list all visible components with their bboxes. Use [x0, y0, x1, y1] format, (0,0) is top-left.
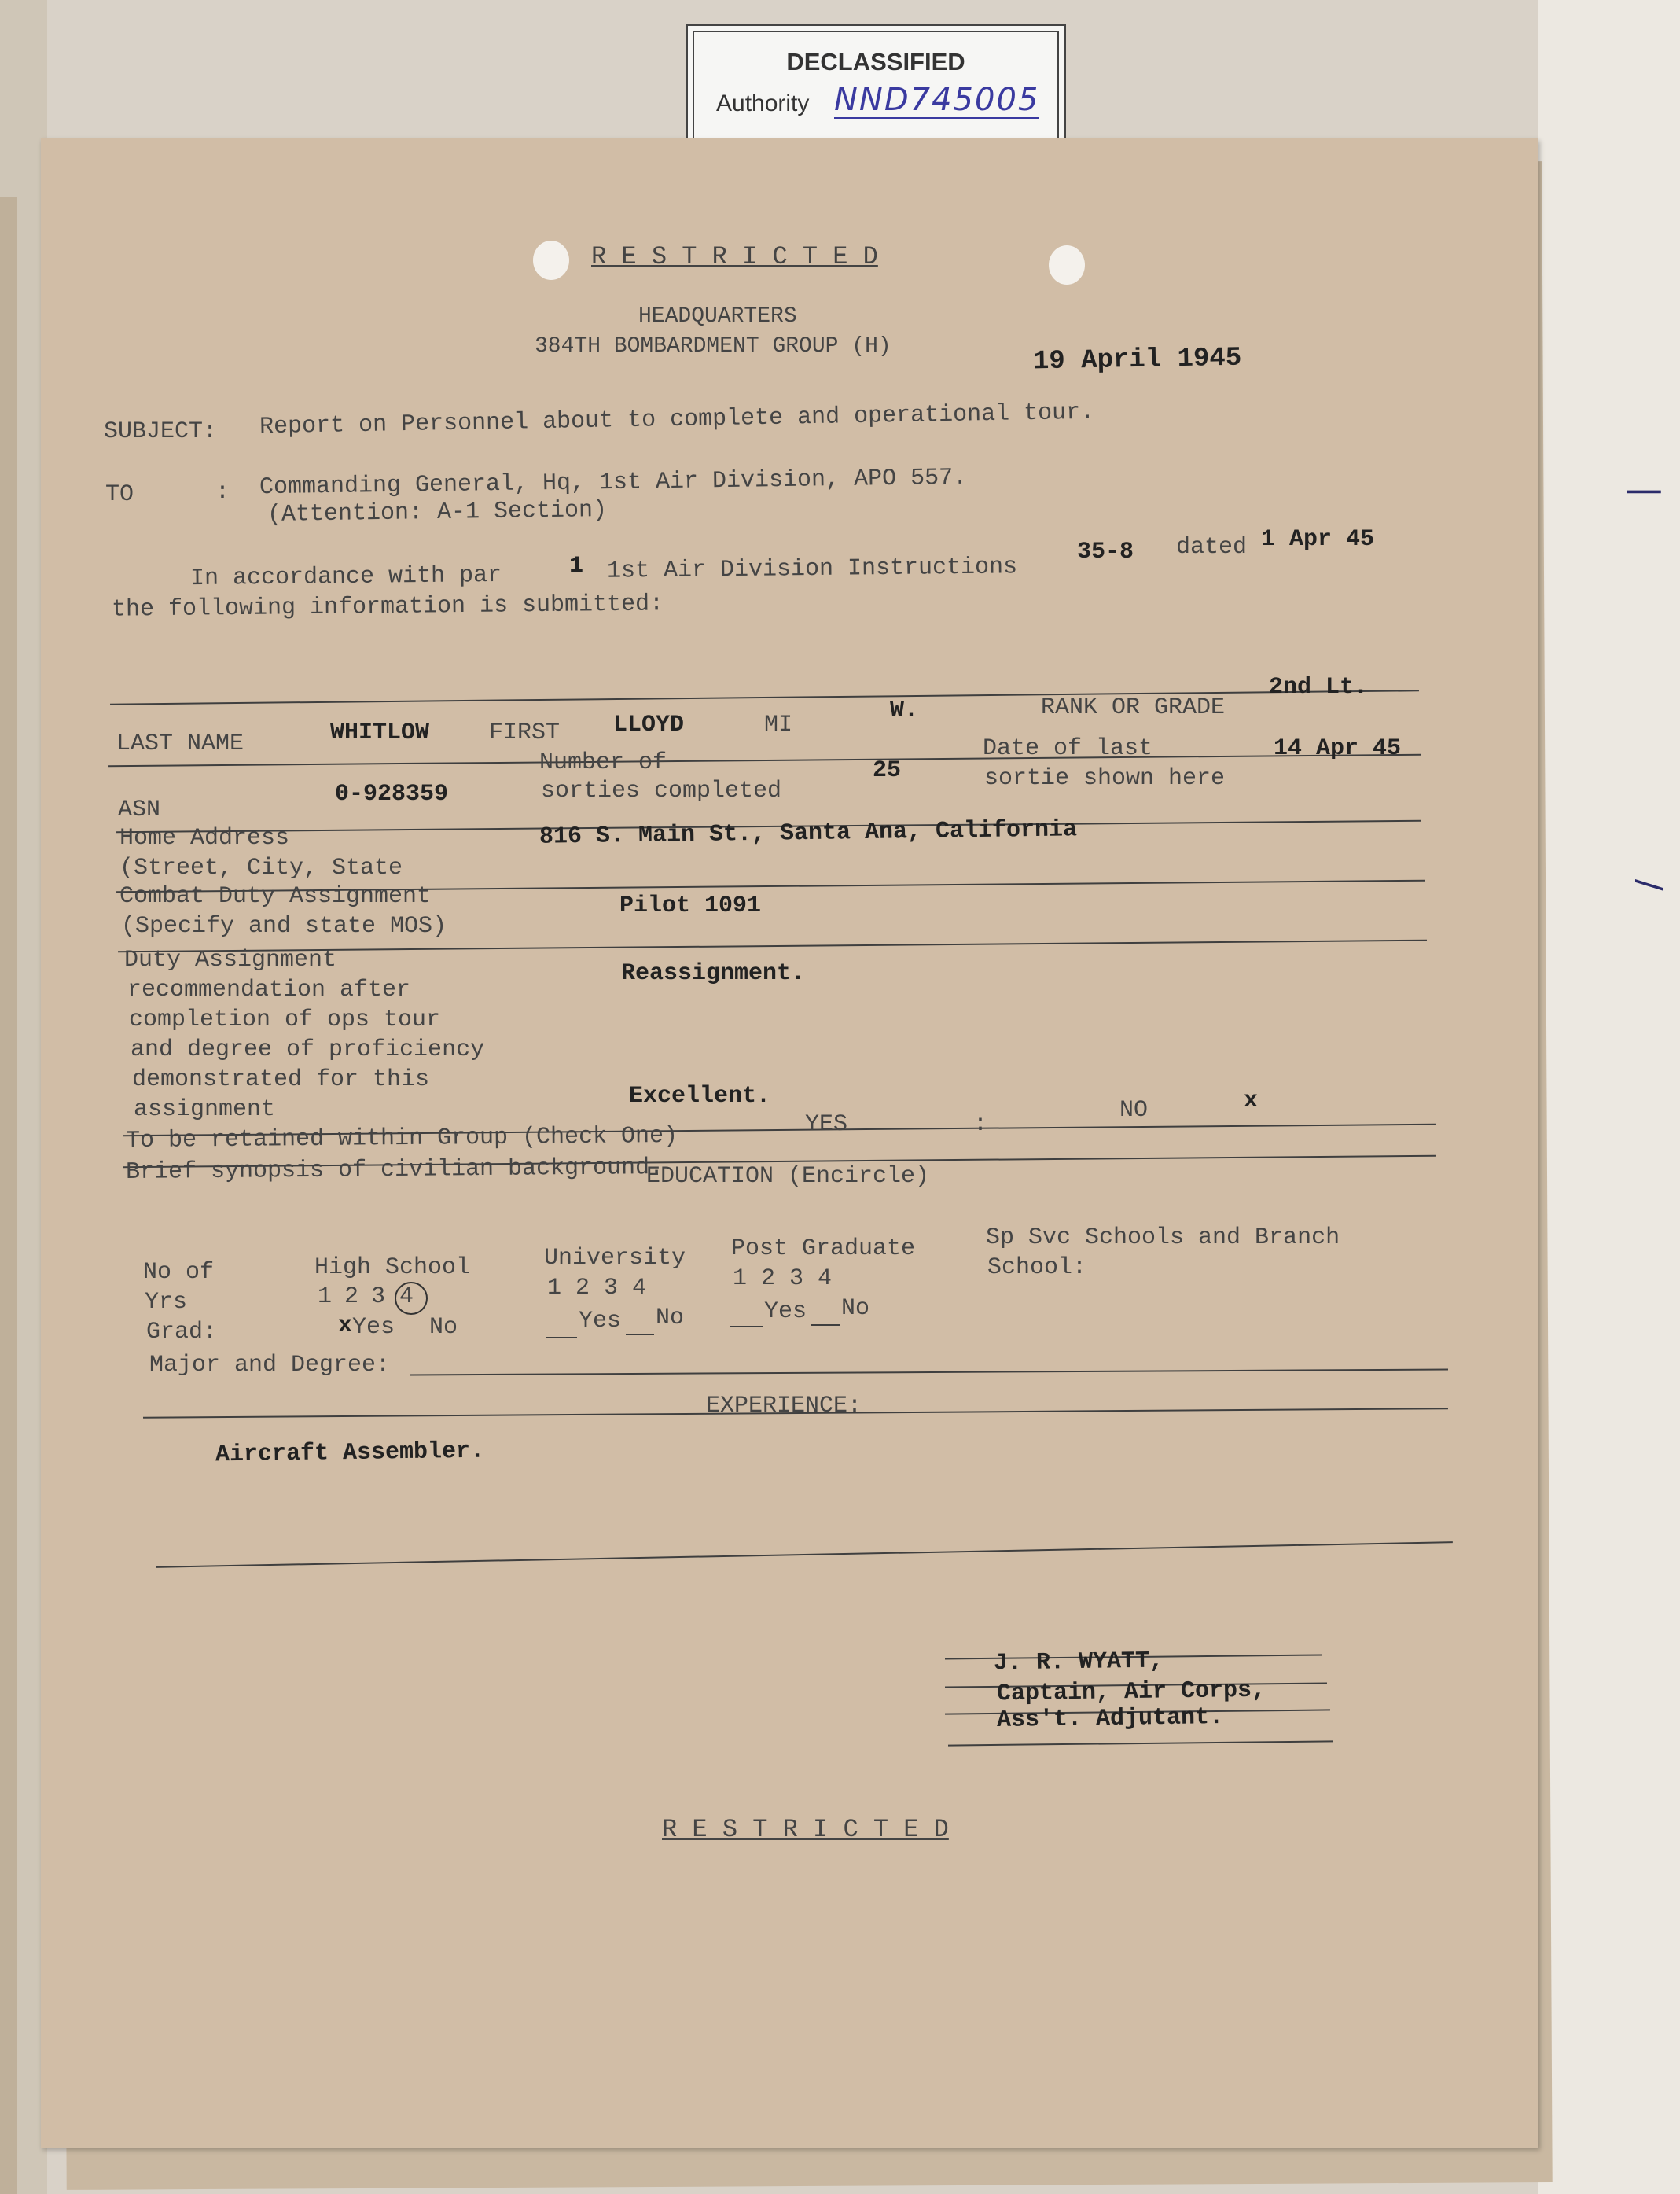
- year-option: 4: [632, 1275, 647, 1301]
- last-sortie-date: 14 Apr 45: [1274, 735, 1402, 762]
- to-line-1: Commanding General, Hq, 1st Air Division, APO 557.: [259, 464, 968, 502]
- sorties-value: 25: [873, 757, 902, 784]
- stamp-authority-code: NND745005: [834, 82, 1040, 118]
- duty-recommendation-value: Reassignment.: [621, 960, 806, 987]
- year-option: 1: [318, 1283, 333, 1310]
- sorties-label-1: Number of: [539, 749, 667, 776]
- high-school-grad-no: No: [429, 1314, 458, 1341]
- year-option: 4: [818, 1265, 833, 1292]
- classification-header: R E S T R I C T E D: [591, 242, 878, 271]
- punch-hole-left: [533, 241, 569, 280]
- background-left-sheet: [0, 197, 17, 2194]
- duty-recommendation-label: [124, 945, 485, 1125]
- home-address-value: 816 S. Main St., Santa Ana, California: [539, 816, 1078, 851]
- high-school-label: High School: [314, 1254, 471, 1281]
- high-school-grad-mark: x: [338, 1312, 353, 1339]
- intro-text-1: In accordance with par: [189, 561, 502, 593]
- experience-value: Aircraft Assembler.: [215, 1438, 485, 1469]
- major-degree-label: Major and Degree:: [149, 1352, 391, 1379]
- last-sortie-label-1: Date of last: [983, 735, 1153, 762]
- duty-rec-line: recommendation after: [127, 977, 411, 1003]
- high-school-grad-yes: Yes: [352, 1314, 395, 1341]
- declassified-stamp: [686, 24, 1066, 148]
- year-option: 2: [344, 1283, 359, 1310]
- university-grad-no: No: [656, 1305, 685, 1331]
- middle-initial-value: W.: [890, 698, 919, 724]
- education-no-of: No of: [143, 1259, 215, 1286]
- first-name-value: LLOYD: [613, 712, 685, 738]
- last-sortie-label-2: sortie shown here: [984, 765, 1226, 792]
- year-option: 3: [371, 1283, 386, 1310]
- university-grad-no-blank: [626, 1334, 654, 1335]
- year-option: 2: [761, 1265, 776, 1292]
- intro-instruction-number: 35-8: [1077, 539, 1134, 565]
- retain-separator: :: [973, 1111, 988, 1138]
- signature-title: Ass't. Adjutant.: [996, 1703, 1224, 1735]
- asn-label: ASN: [118, 797, 161, 823]
- to-label: TO: [105, 481, 134, 508]
- post-graduate-grad-no-blank: [811, 1324, 840, 1326]
- signature-rank: Captain, Air Corps,: [996, 1677, 1266, 1708]
- document-page: [41, 138, 1538, 2148]
- document-date: 19 April 1945: [1032, 343, 1242, 377]
- to-line-2: (Attention: A-1 Section): [267, 496, 608, 529]
- duty-rec-line: assignment: [134, 1096, 276, 1123]
- last-name-label: LAST NAME: [116, 731, 244, 757]
- classification-footer: R E S T R I C T E D: [662, 1815, 949, 1844]
- post-graduate-grad-yes-blank: [730, 1326, 763, 1327]
- sorties-label-2: sorties completed: [541, 778, 782, 804]
- duty-rec-line: demonstrated for this: [132, 1066, 430, 1093]
- intro-par-number: 1: [569, 553, 584, 580]
- duty-rec-line: Duty Assignment: [124, 947, 337, 974]
- asn-value: 0-928359: [335, 781, 449, 808]
- post-graduate-label: Post Graduate: [731, 1235, 916, 1262]
- margin-handwriting: /: [1628, 879, 1669, 891]
- retain-no: NO: [1119, 1097, 1149, 1124]
- last-name-value: WHITLOW: [330, 720, 430, 746]
- background-right: [1538, 0, 1680, 2194]
- year-option: 3: [789, 1265, 804, 1292]
- signature-name: J. R. WYATT,: [993, 1647, 1164, 1677]
- post-graduate-grad-yes: Yes: [764, 1298, 807, 1325]
- university-grad-yes: Yes: [579, 1308, 622, 1334]
- org-line-1: HEADQUARTERS: [638, 304, 797, 329]
- rank-value: 2nd Lt.: [1269, 674, 1369, 701]
- rank-label: RANK OR GRADE: [1041, 694, 1226, 721]
- retain-label: To be retained within Group (Check One): [125, 1122, 678, 1155]
- combat-duty-value: Pilot 1091: [619, 893, 762, 919]
- year-option: 1: [547, 1275, 562, 1301]
- org-line-2: 384TH BOMBARDMENT GROUP (H): [535, 334, 891, 359]
- intro-dated-label: dated: [1176, 534, 1248, 561]
- intro-text-2: 1st Air Division Instructions: [606, 554, 1018, 585]
- sp-svc-label-1: Sp Svc Schools and Branch: [986, 1224, 1340, 1251]
- intro-text-line-2: the following information is submitted:: [111, 591, 664, 624]
- proficiency-value: Excellent.: [629, 1083, 771, 1110]
- retain-yes: YES: [805, 1111, 848, 1138]
- first-name-label: FIRST: [489, 720, 561, 746]
- stamp-title: DECLASSIFIED: [786, 48, 965, 75]
- punch-hole-right: [1049, 245, 1085, 285]
- year-option-selected: 4: [399, 1283, 414, 1310]
- middle-initial-label: MI: [764, 712, 793, 738]
- major-degree-rule: [410, 1369, 1448, 1376]
- home-address-label-1: Home Address: [119, 825, 290, 852]
- duty-rec-line: completion of ops tour: [129, 1007, 441, 1033]
- margin-handwriting: |: [1620, 486, 1661, 498]
- education-yrs: Yrs: [145, 1289, 188, 1316]
- home-address-label-2: (Street, City, State: [119, 855, 403, 882]
- stamp-authority-label: Authority: [716, 90, 810, 116]
- synopsis-label: Brief synopsis of civilian background.: [125, 1154, 664, 1186]
- duty-rec-line: and degree of proficiency: [131, 1036, 485, 1063]
- to-colon: :: [215, 479, 230, 506]
- education-grad: Grad:: [146, 1319, 218, 1345]
- combat-duty-label-2: (Specify and state MOS): [121, 913, 447, 940]
- experience-label: EXPERIENCE:: [706, 1393, 862, 1419]
- university-label: University: [544, 1245, 686, 1272]
- subject-label: SUBJECT:: [104, 418, 218, 445]
- year-option: 3: [604, 1275, 619, 1301]
- combat-duty-label-1: Combat Duty Assignment: [119, 883, 432, 910]
- year-option: 1: [733, 1265, 748, 1292]
- education-title: EDUCATION (Encircle): [646, 1163, 930, 1190]
- signature-rule-4: [948, 1740, 1333, 1746]
- subject-text: Report on Personnel about to complete and operational tour.: [259, 399, 1095, 441]
- intro-dated-value: 1 Apr 45: [1261, 526, 1375, 553]
- university-grad-yes-blank: [546, 1337, 577, 1338]
- year-option: 2: [575, 1275, 590, 1301]
- form-rule-9: [156, 1541, 1453, 1568]
- year-circle-mark: [395, 1282, 428, 1315]
- post-graduate-grad-no: No: [841, 1295, 870, 1322]
- retain-no-mark: x: [1244, 1088, 1259, 1114]
- sp-svc-label-2: School:: [987, 1254, 1087, 1281]
